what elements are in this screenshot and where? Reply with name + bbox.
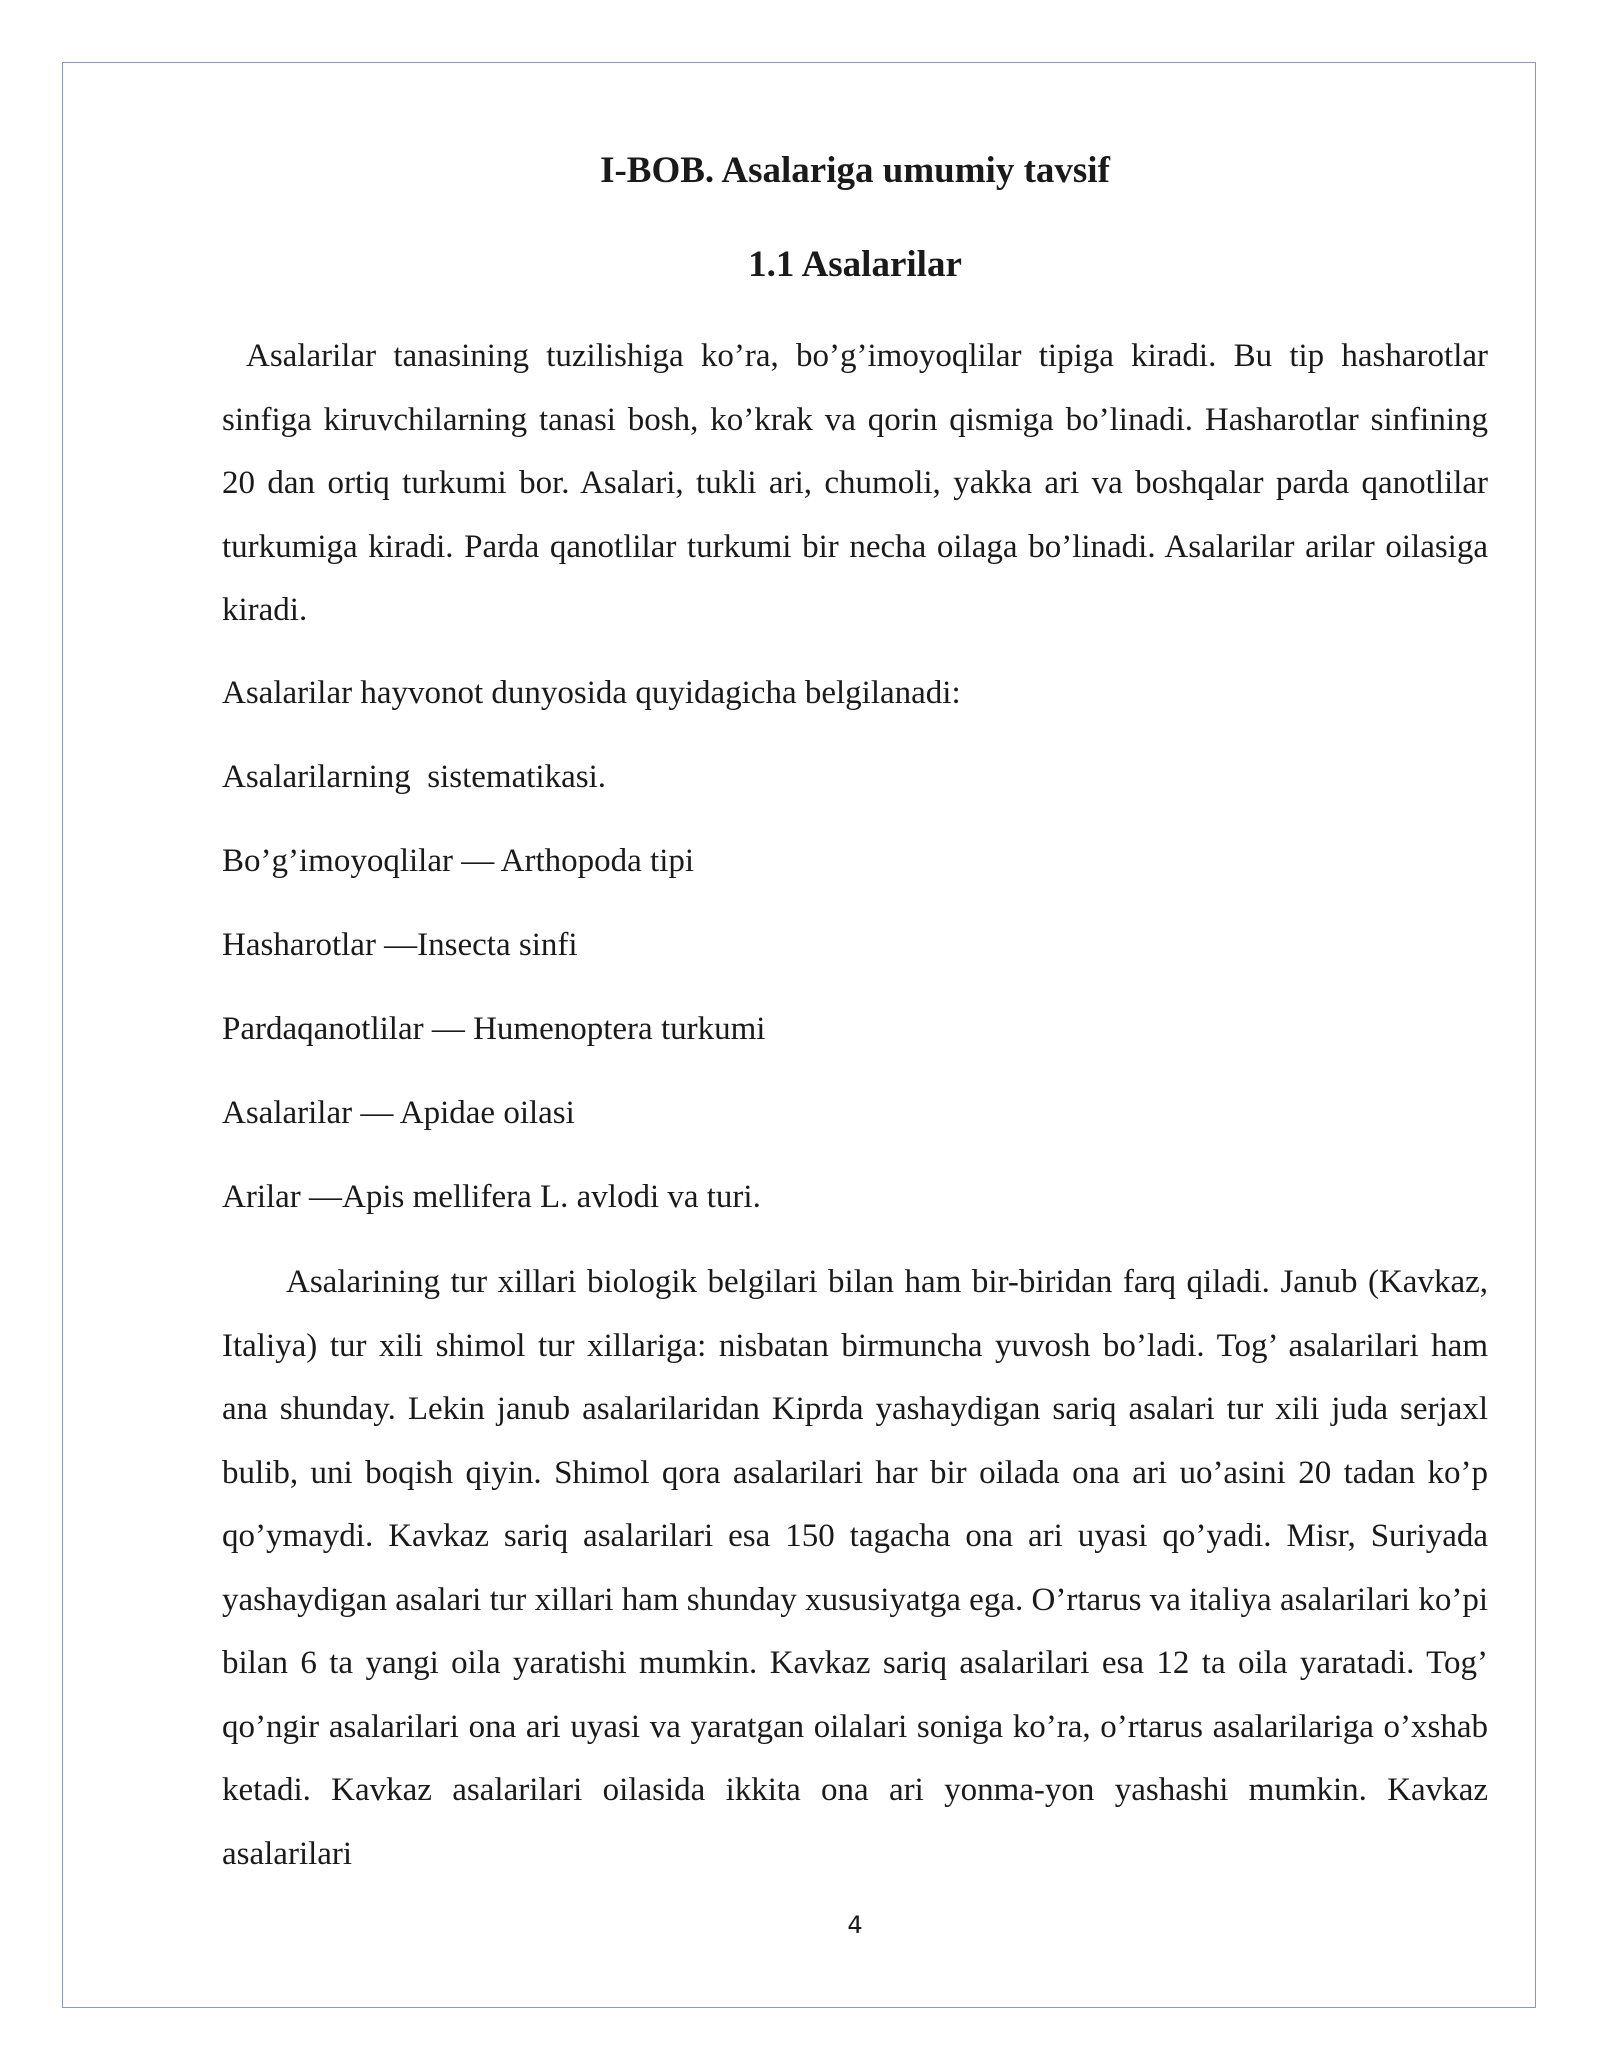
taxonomy-item-genus: Arilar —Apis mellifera L. avlodi va turi. (222, 1179, 761, 1215)
taxonomy-item-order: Pardaqanotlilar — Humenoptera turkumi (222, 1011, 766, 1047)
body-paragraph: Asalarilar tanasining tuzilishiga ko’ra, bo’g’imoyoqlilar tipiga kiradi. Bu tip hasharotlar sinfiga kiruvchilarning tanasi bosh, ko’krak va qorin qismiga bo’linadi. Hasharotlar sinfining 20 dan ortiq turkumi bor. Asalari, tukli ari, chumoli, yakka ari va boshqalar parda qanotlilar turkumiga kiradi. Parda qanotlilar turkumi bir necha oilaga bo’linadi. Asalarilar arilar oilasiga kiradi. (222, 338, 1488, 628)
section-title: 1.1 Asalarilar (748, 244, 962, 285)
systematics-heading: Asalarilarning sistematikasi. (222, 759, 606, 795)
taxonomy-item-class: Hasharotlar —Insecta sinfi (222, 927, 578, 963)
chapter-title: I-BOB. Asalariga umumiy tavsif (600, 150, 1110, 191)
body-paragraph: Asalarining tur xillari biologik belgilari bilan ham bir-biridan farq qiladi. Janub (Kavkaz, Italiya) tur xili shimol tur xillariga: nisbatan birmuncha yuvosh bo’ladi. Tog’ asalarilari ham ana shunday. Lekin janub asalarilaridan Kiprda yashaydigan sariq asalari tur xili juda serjaxl bulib, uni boqish qiyin. Shimol qora asalarilari har bir oilada ona ari uo’asini 20 tadan ko’p qo’ymaydi. Kavkaz sariq asalarilari esa 150 tagacha ona ari uyasi qo’yadi. Misr, Suriyada yashaydigan asalari tur xillari ham shunday xususiyatga ega. O’rtarus va italiya asalarilari ko’pi bilan 6 ta yangi oila yaratishi mumkin. Kavkaz sariq asalarilari esa 12 ta oila yaratadi. Tog’ qo’ngir asalarilari ona ari uyasi va yaratgan oilalari soniga ko’ra, o’rtarus asalarilariga o’xshab ketadi. Kavkaz asalarilari oilasida ikkita ona ari yonma-yon yashashi mumkin. Kavkaz asalarilari (222, 1264, 1488, 1872)
page-number: 4 (847, 1911, 863, 1939)
intro-line: Asalarilar hayvonot dunyosida quyidagicha belgilanadi: (222, 675, 961, 711)
taxonomy-item-phylum: Bo’g’imoyoqlilar — Arthopoda tipi (222, 843, 695, 879)
taxonomy-item-family: Asalarilar — Apidae oilasi (222, 1095, 575, 1131)
